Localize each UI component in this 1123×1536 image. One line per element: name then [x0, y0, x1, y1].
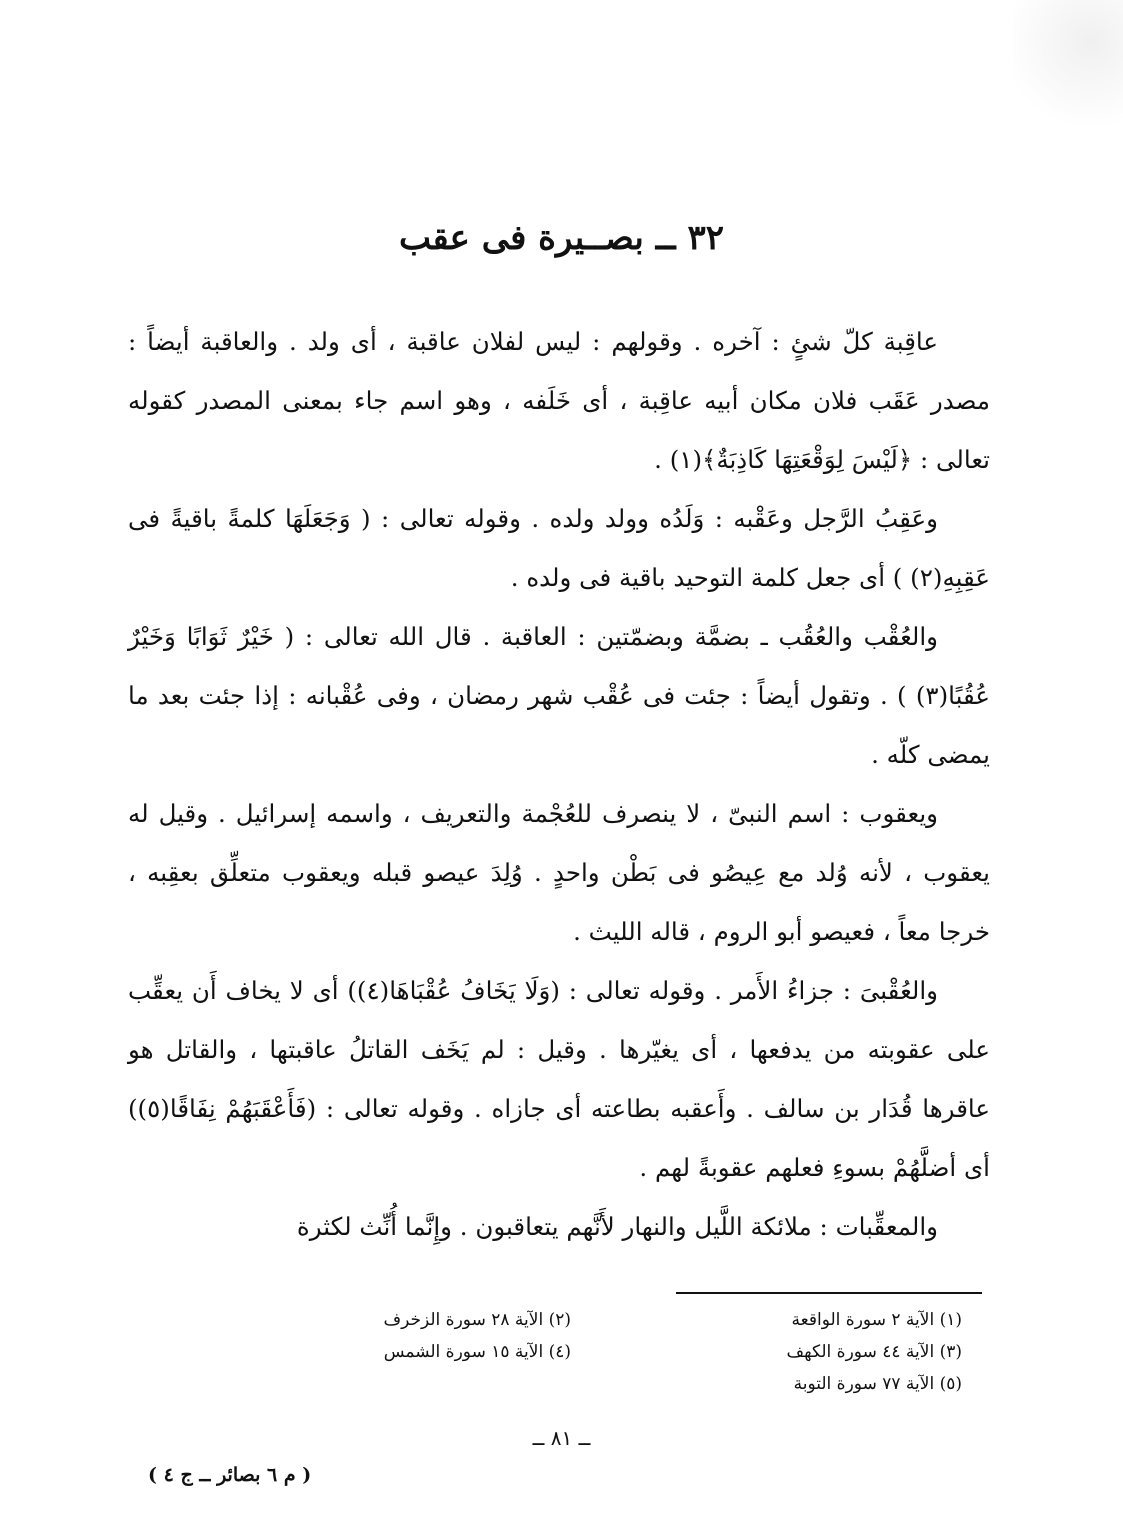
paragraph: والعُقْب والعُقُب ـ بضمَّة وبضمّتين : العاقبة . قال الله تعالى : ( خَيْرٌ ثَوَابًا وَخَيْرٌ عُقُبًا(٣) ) . وتقول أيضاً : جئت فى عُقْب شهر رمضان ، وفى عُقْبانه : إذا جئت بعد ما يمضى كلّه . — [128, 622, 990, 769]
chapter-title: ٣٢ ــ بصــيرة فى عقب — [399, 218, 724, 258]
print-signature: ( م ٦ بصائر ــ ج ٤ ) — [148, 1464, 312, 1486]
paragraph: وعَقِبُ الرَّجل وعَقْبه : وَلَدُه وولد ولده . وقوله تعالى : ( وَجَعَلَهَا كلمةً باقيةً فى عَقِبِهِ(٢) ) أى جعل كلمة التوحيد باقية فى ولده . — [128, 504, 990, 592]
footnote: (٢) الآية ٢٨ سورة الزخرف — [383, 1310, 571, 1330]
paragraph: عاقِبة كلّ شئٍ : آخره . وقولهم : ليس لفلان عاقبة ، أى ولد . والعاقبة أيضاً : مصدر عَقَب فلان مكان أبيه عاقِبة ، أى خَلَفه ، وهو اسم جاء بمعنى المصدر كقوله تعالى : ﴿لَيْسَ لِوَقْعَتِهَا كَاذِبَةٌ﴾(١) . — [128, 327, 990, 474]
body-text — [128, 312, 990, 1256]
footnote: (٥) الآية ٧٧ سورة التوبة — [793, 1374, 962, 1394]
paragraph: والمعقِّبات : ملائكة اللَّيل والنهار لأَنَّهم يتعاقبون . وإِنَّما أُنِّث لكثرة — [296, 1212, 938, 1241]
footnotes — [300, 1306, 962, 1398]
paragraph: والعُقْبىَ : جزاءُ الأَمر . وقوله تعالى : (وَلَا يَخَافُ عُقْبَاهَا(٤)) أى لا يخاف أَن يعقِّب على عقوبته من يدفعها ، أى يغيّرها . وقيل : لم يَخَف القاتلُ عاقبتها ، والقاتل هو عاقرها قُدَار بن سالف . وأَعقبه بطاعته أى جازاه . وقوله تعالى : (فَأَعْقَبَهُمْ نِفَاقًا(٥)) أى أضلَّهُمْ بسوءِ فعلهم عقوبةً لهم . — [128, 976, 990, 1182]
footnote: (٣) الآية ٤٤ سورة الكهف — [786, 1342, 962, 1362]
footnote: (١) الآية ٢ سورة الواقعة — [791, 1310, 962, 1330]
footnote-divider — [676, 1292, 982, 1294]
paragraph: ويعقوب : اسم النبىّ ، لا ينصرف للعُجْمة والتعريف ، واسمه إسرائيل . وقيل له يعقوب ، لأنه وُلد مع عِيصُو فى بَطْن واحدٍ . وُلِدَ عيصو قبله ويعقوب متعلِّق بعقِبه ، خرجا معاً ، فعيصو أبو الروم ، قاله الليث . — [128, 799, 990, 946]
scan-noise — [1013, 0, 1123, 140]
page-number: ــ ٨١ ــ — [532, 1426, 591, 1450]
footnote: (٤) الآية ١٥ سورة الشمس — [383, 1342, 571, 1362]
